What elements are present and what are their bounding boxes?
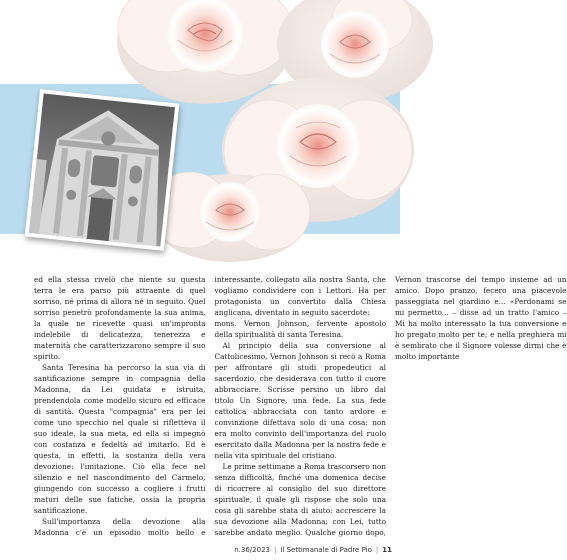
- header-illustration: [0, 0, 400, 262]
- church-facade-photo: [25, 89, 180, 251]
- footer-separator: |: [273, 546, 277, 554]
- paragraph: Al principio della sua conversione al Cattolicesimo, Vernon Johnson si recò a Roma per affrontare gli studi propedeutici al sacerdozio, che desiderava con tutto il cuore abbracciare. Scrisse persino un libro dal titolo Un Signore, una fede. La sua fede cattolica abbracciata con tanto ardore e convinzione difettava solo di una cosa: non era molto convinto dell'importanza del ruolo esercitato dalla Madonna per la nostra fede e nella vita spirituale del cristiano.: [214, 341, 386, 460]
- paragraph: ed ella stessa rivelò che niente su questa terra le era parso più attraente di quel sorriso, né prima di allora né in seguito. Quel sorriso penetrò profondamente la sua anima, la quale ne ricevette quasi un'impronta indelebile di delicatezza, tenerezza e maternità che caratterizzarono sempre il suo spirito.: [34, 275, 206, 361]
- page-footer: [234, 546, 392, 554]
- footer-separator: |: [375, 546, 379, 554]
- page-number: 11: [382, 546, 392, 554]
- article-text: [34, 274, 567, 538]
- paragraph: Sull'importanza della devozione alla Madonna c'è un episodio molto bello e interessante, collegato alla nostra Santa, che vogliamo condividere con i Lettori. Ha per protagonista un convertito dalla Chiesa anglicana, diventato in seguito sacerdote:: [34, 275, 386, 537]
- rose-top-center: [117, 0, 293, 104]
- issue-number: n.36/2023: [234, 546, 270, 554]
- paragraph: Le prime settimane a Roma trascorsero non senza difficoltà, finché una domenica decise di ricorrere al consiglio del suo direttore spirituale, il quale gli rispose che solo una cosa gli sarebbe stata di aiuto: accrescere la sua devozione alla Madonna; con Lei, tutto sarebbe andato meglio. Qualche giorno dopo, Vernon trascorse del tempo insieme ad un amico. Dopo pranzo, fecero una piacevole passeggiata nel giardino e... «Perdonami se mi permetto... – disse ad un tratto l'amico – Mi ha molto interessato la tua conversione e ho pregato molto per te; e nella preghiera mi è sembrato che il Signore volesse dirmi che è molto importante: [214, 275, 567, 537]
- publication-name: Il Settimanale di Padre Pio: [280, 546, 372, 554]
- paragraph: Santa Teresina ha percorso la sua via di santificazione sempre in compagnia della Madonna, da Lei guidata e istruita, prendendola come modello sicuro ed efficace di santità. Questa "compagnia" era per lei come uno specchio nel quale si rifletteva il suo ideale, la sua meta, ed ella si impegnò con costanza e fedeltà ad imitarlo. Ed è questa, in effetti, la sostanza della vera devozione: l'imitazione. Ciò ella fece nel silenzio e nel nascondimento del Carmelo, giungendo con successo a cogliere i frutti maturi delle sue fatiche, ossia la propria santificazione.: [34, 363, 206, 515]
- paragraph: mons. Vernon Johnson, fervente apostolo della spiritualità di santa Teresina.: [214, 319, 386, 339]
- rose-bottom-center: [150, 172, 310, 262]
